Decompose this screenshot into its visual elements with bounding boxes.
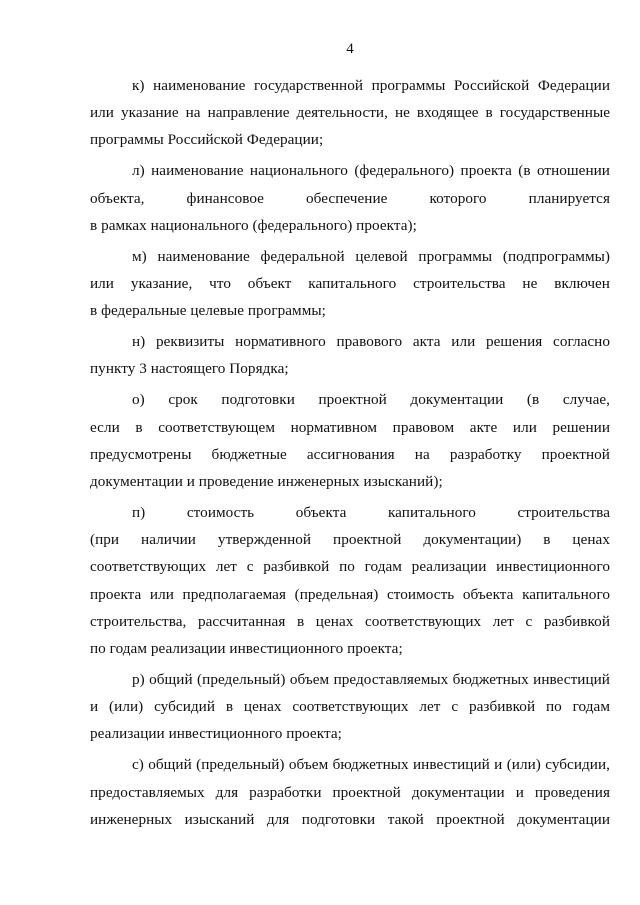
text-line: п) стоимость объекта капитального строительства [132,504,610,522]
text-line: если в соответствующем нормативном правовом акте или решении [90,418,610,436]
text-line: м) наименование федеральной целевой программы (подпрограммы) [132,247,610,265]
paragraph-o [90,386,610,495]
text-line: соответствующих лет с разбивкой по годам реализации инвестиционного [90,558,610,576]
text-line: объекта, финансовое обеспечение которого планируется [90,189,610,207]
text-line: документации и проведение инженерных изысканий); [90,473,443,491]
text-line: р) общий (предельный) объем предоставляемых бюджетных инвестиций [132,671,610,689]
text-line: предоставляемых для разработки проектной документации и проведения [90,783,610,801]
text-line: реализации инвестиционного проекта; [90,725,342,743]
paragraph-m [90,243,610,325]
text-line: (при наличии утвержденной проектной документации) в ценах [90,531,610,549]
text-line: строительства, рассчитанная в ценах соответствующих лет с разбивкой [90,612,610,630]
text-line: о) срок подготовки проектной документации (в случае, [132,391,610,409]
text-line: проекта или предполагаемая (предельная) стоимость объекта капитального [90,585,610,603]
text-line: по годам реализации инвестиционного проекта; [90,640,403,658]
text-line: инженерных изысканий для подготовки такой проектной документации [90,810,610,828]
text-line: или указание, что объект капитального строительства не включен [90,275,610,293]
paragraph-k [90,72,610,154]
text-line: программы Российской Федерации; [90,131,324,149]
paragraph-l [90,157,610,239]
text-line: к) наименование государственной программы Российской Федерации [132,77,610,94]
paragraph-s [90,751,610,833]
text-line: или указание на направление деятельности, не входящее в государственные [90,104,610,122]
paragraph-p [90,499,610,662]
text-line: н) реквизиты нормативного правового акта или решения согласно [132,333,610,351]
paragraph-n [90,328,610,382]
text-line: пункту 3 настоящего Порядка; [90,360,289,378]
text-line: в рамках национального (федерального) проекта); [90,216,417,234]
paragraph-r [90,666,610,748]
text-line: с) общий (предельный) объем бюджетных инвестиций и (или) субсидии, [132,756,610,774]
text-line: и (или) субсидий в ценах соответствующих лет с разбивкой по годам [90,698,610,716]
page-number: 4 [346,41,354,57]
text-line: предусмотрены бюджетные ассигнования на разработку проектной [90,445,610,463]
text-line: в федеральные целевые программы; [90,302,326,320]
document-body [90,72,610,833]
text-line: л) наименование национального (федерального) проекта (в отношении [132,162,610,180]
